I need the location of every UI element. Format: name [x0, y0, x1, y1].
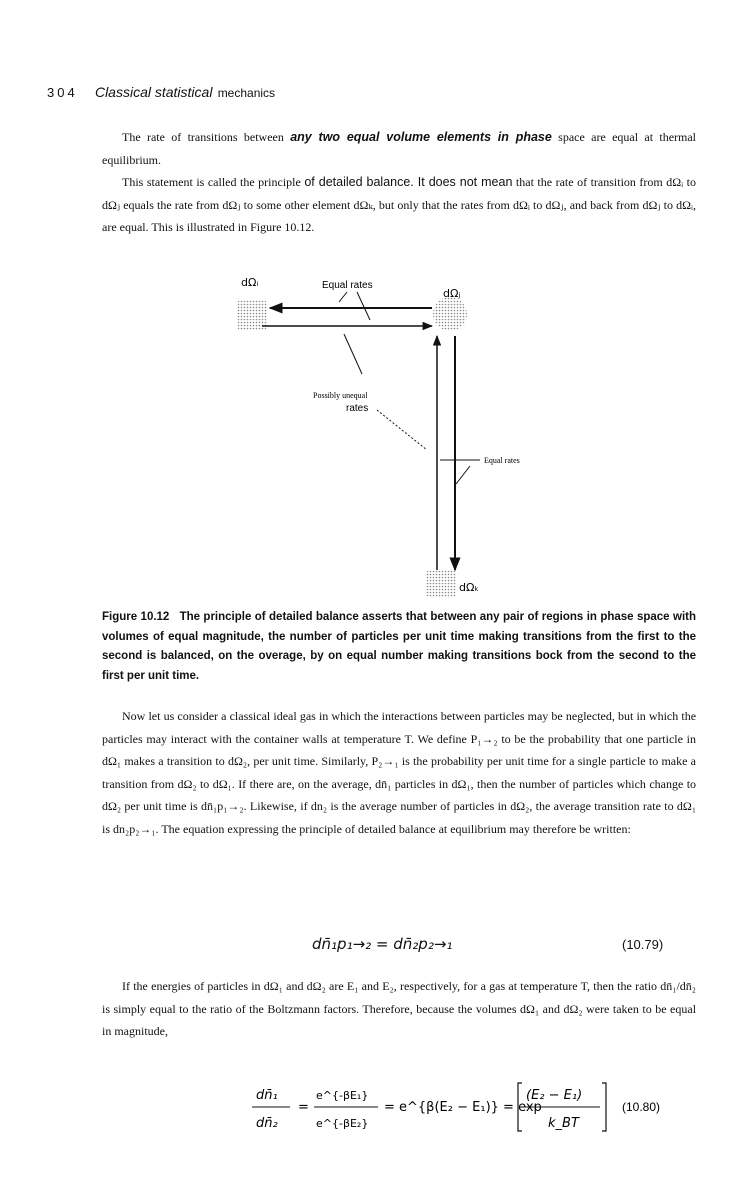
- p4-line-1: If the energies of particles in dΩ₁ and dΩ₂ are E₁ and E₂, respectively,: [122, 979, 461, 993]
- p3-line-9: to dΩ₁ is dn₂p₂→₁. The equation expressing the principle of detailed balance: [102, 799, 697, 836]
- p3-line-5: is the probability per unit time for a single particle to make a transition from: [102, 754, 697, 791]
- intro-paragraphs: [102, 126, 696, 239]
- eq2-equals-1: =: [298, 1100, 309, 1115]
- p3-line-7: number of particles which change to dΩ₂ per unit time is dn̄₁p₁→₂. Likewise,: [102, 776, 697, 813]
- running-title-rest: mechanics: [217, 86, 276, 100]
- p2-line-2: that the rate of transition from dΩᵢ to dΩⱼ equals the rate from dΩⱼ to some: [102, 175, 696, 212]
- p2-line-3: other element dΩₖ, but only that the rates from dΩᵢ to dΩⱼ, and back from: [284, 197, 640, 212]
- p3-line-4: one particle in dΩ₁ makes a transition to dΩ₂, per unit time. Similarly, P₂→₁: [102, 731, 697, 768]
- label-domega-i: dΩᵢ: [241, 276, 259, 289]
- p4-body: [102, 975, 696, 1043]
- paragraph-4: [102, 975, 696, 1043]
- caption-prefix: Figure 10.12: [102, 611, 170, 623]
- equation-10-79-number: (10.79): [622, 937, 664, 952]
- label-possibly-unequal: Possibly unequal: [313, 391, 368, 400]
- label-equal-rates-top: Equal rates: [322, 280, 373, 291]
- running-header: [47, 84, 275, 101]
- p3-line-8: if dn₂ is the average number of particles in dΩ₂, the average transition rate: [300, 799, 661, 813]
- p4-line-2: for a gas at temperature T, then the ratio dn̄₁/dn̄₂ is simply equal to the ratio: [102, 979, 696, 1016]
- leader-equal-rates-right-b: [456, 466, 470, 484]
- p3-line-2: particles may be neglected, but in which the particles may interact with the: [102, 709, 697, 746]
- p2-line-4: dΩⱼ to dΩᵢ, are equal. This is illustrated in Figure 10.12.: [102, 197, 697, 234]
- running-title: Classical statistical: [94, 84, 213, 100]
- p2-sans: of detailed balance. It does not mean: [304, 175, 513, 189]
- figure-10-12-diagram: [0, 270, 746, 600]
- eq2-mid-num: e^{-βE₁}: [316, 1089, 369, 1102]
- figure-caption: [102, 608, 696, 686]
- eq2-lhs-num: dn̄₁: [256, 1088, 278, 1103]
- p1-text-a: The rate of transitions between: [122, 130, 284, 144]
- label-domega-j: dΩⱼ: [443, 287, 461, 300]
- leader-possibly-unequal-a: [344, 334, 362, 374]
- eq2-bracket-right: [602, 1083, 606, 1131]
- label-domega-k: dΩₖ: [459, 581, 480, 594]
- p3-line-10: at equilibrium may therefore be written:: [438, 821, 631, 836]
- eq2-bracket-den: k_BT: [548, 1116, 579, 1131]
- eq2-exp-chain: = e^{β(E₂ − E₁)} = exp: [384, 1100, 542, 1115]
- p3-body: [102, 705, 696, 840]
- p2-text: This statement is called the principle: [122, 175, 301, 189]
- label-equal-rates-right: Equal rates: [484, 456, 520, 465]
- paragraph-3: [102, 705, 696, 840]
- paragraph-2: [102, 171, 696, 239]
- region-domega-k: [426, 570, 456, 598]
- page-number: 304: [47, 85, 78, 100]
- paragraph-1: [102, 126, 696, 171]
- eq2-bracket-num: (E₂ − E₁): [526, 1088, 583, 1103]
- label-rates: rates: [346, 403, 369, 414]
- p1-text-b: space are equal at thermal equilibrium.: [102, 130, 697, 167]
- leader-equal-rates-b: [357, 292, 370, 320]
- p3-line-6: dΩ₂ to dΩ₁. If there are, on the average, dn̄₁ particles in dΩ₁, then the: [177, 776, 516, 791]
- p4-line-3: of the Boltzmann factors. Therefore, because the volumes dΩ₁ and dΩ₂ were: [235, 1001, 610, 1016]
- p1-emphasis: any two equal volume elements in phase: [290, 130, 552, 144]
- equation-10-80-number: (10.80): [622, 1100, 661, 1114]
- equation-10-80: [250, 1075, 670, 1145]
- leader-equal-rates-a: [339, 292, 347, 302]
- p4-line-4: taken to be equal in magnitude,: [102, 1001, 697, 1038]
- region-domega-j: [433, 297, 467, 331]
- eq2-lhs-den: dn̄₂: [256, 1116, 278, 1131]
- leader-possibly-unequal-b: [377, 410, 427, 450]
- equation-10-79: dn̄₁p₁→₂ = dn̄₂p₂→₁: [312, 935, 453, 953]
- eq2-mid-den: e^{-βE₂}: [316, 1117, 369, 1130]
- p3-line-3: container walls at temperature T. We define P₁→₂ to be the probability that: [253, 731, 623, 746]
- caption-text: The principle of detailed balance asserts that between any pair of regions in phase space with volumes of equal magnitude, the number of particles per unit time making transitions from the first to the second is balanced, on the overage, by on equal number making transitions bock from the second to the first per unit time.: [102, 611, 696, 682]
- p3-line-1: Now let us consider a classical ideal gas in which the interactions between: [122, 709, 481, 723]
